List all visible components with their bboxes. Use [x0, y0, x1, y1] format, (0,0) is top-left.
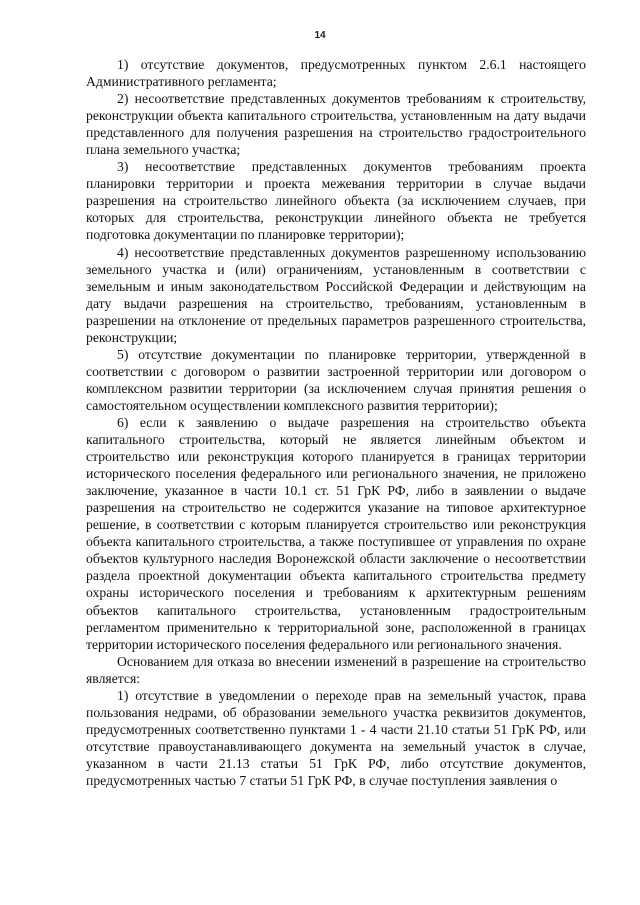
paragraph: Основанием для отказа во внесении изменений в разрешение на строительство является: — [86, 653, 586, 686]
paragraph: 4) несоответствие представленных документов разрешенному использованию земельного участка и (или) ограничениям, установленным в соответствии с земельным и иным законодательством Российской Федерации и действующим на дату выдачи разрешения на строительство, требованиям, установленным в разрешении на отклонение от предельных параметров разрешенного строительства, реконструкции; — [86, 244, 586, 345]
document-body — [86, 56, 586, 789]
paragraph: 2) несоответствие представленных документов требованиям к строительству, реконструкции объекта капитального строительства, установленным на дату выдачи представленного для получения разрешения на строительство градостроительного плана земельного участка; — [86, 91, 586, 158]
paragraph: 3) несоответствие представленных документов требованиям проекта планировки территории и проекта межевания территории в случае выдачи разрешения на строительство линейного объекта (за исключением случаев, при которых для строительства, реконструкции линейного объекта не требуется подготовка документации по планировке территории); — [86, 159, 586, 243]
paragraph: 1) отсутствие в уведомлении о переходе прав на земельный участок, права пользования недрами, об образовании земельного участка реквизитов документов, предусмотренных соответственно пунктами 1 - 4 части 21.10 статьи 51 ГрК РФ, или отсутствие правоустанавливающего документа на земельный участок в случае, указанном в части 21.13 статьи 51 ГрК РФ, либо отсутствие документов, предусмотренных частью 7 статьи 51 ГрК РФ, в случае поступления заявления о — [86, 687, 586, 788]
page-number: 14 — [314, 30, 326, 41]
paragraph: 6) если к заявлению о выдаче разрешения на строительство объекта капитального строительства, который не является линейным объектом и строительство или реконструкция которого планируется в границах территории исторического поселения федерального или регионального значения, не приложено заключение, указанное в части 10.1 ст. 51 ГрК РФ, либо в заявлении о выдаче разрешения на строительство не содержится указание на типовое архитектурное решение, в соответствии с которым планируется строительство или реконструкция объекта капитального строительства, а также поступившее от управления по охране объектов культурного наследия Воронежской области заключение о несоответствии раздела проектной документации объекта капитального строительства предмету охраны исторического поселения и требованиям к архитектурным решениям объектов капитального строительства, установленным градостроительным регламентом применительно к территориальной зоне, расположенной в границах территории исторического поселения федерального или регионального значения. — [86, 414, 586, 652]
paragraph: 1) отсутствие документов, предусмотренных пунктом 2.6.1 настоящего Административного регламента; — [86, 57, 586, 90]
paragraph: 5) отсутствие документации по планировке территории, утвержденной в соответствии с договором о развитии застроенной территории или договором о комплексном развитии территории (за исключением случая принятия решения о самостоятельном осуществлении комплексного развития территории); — [86, 346, 586, 413]
